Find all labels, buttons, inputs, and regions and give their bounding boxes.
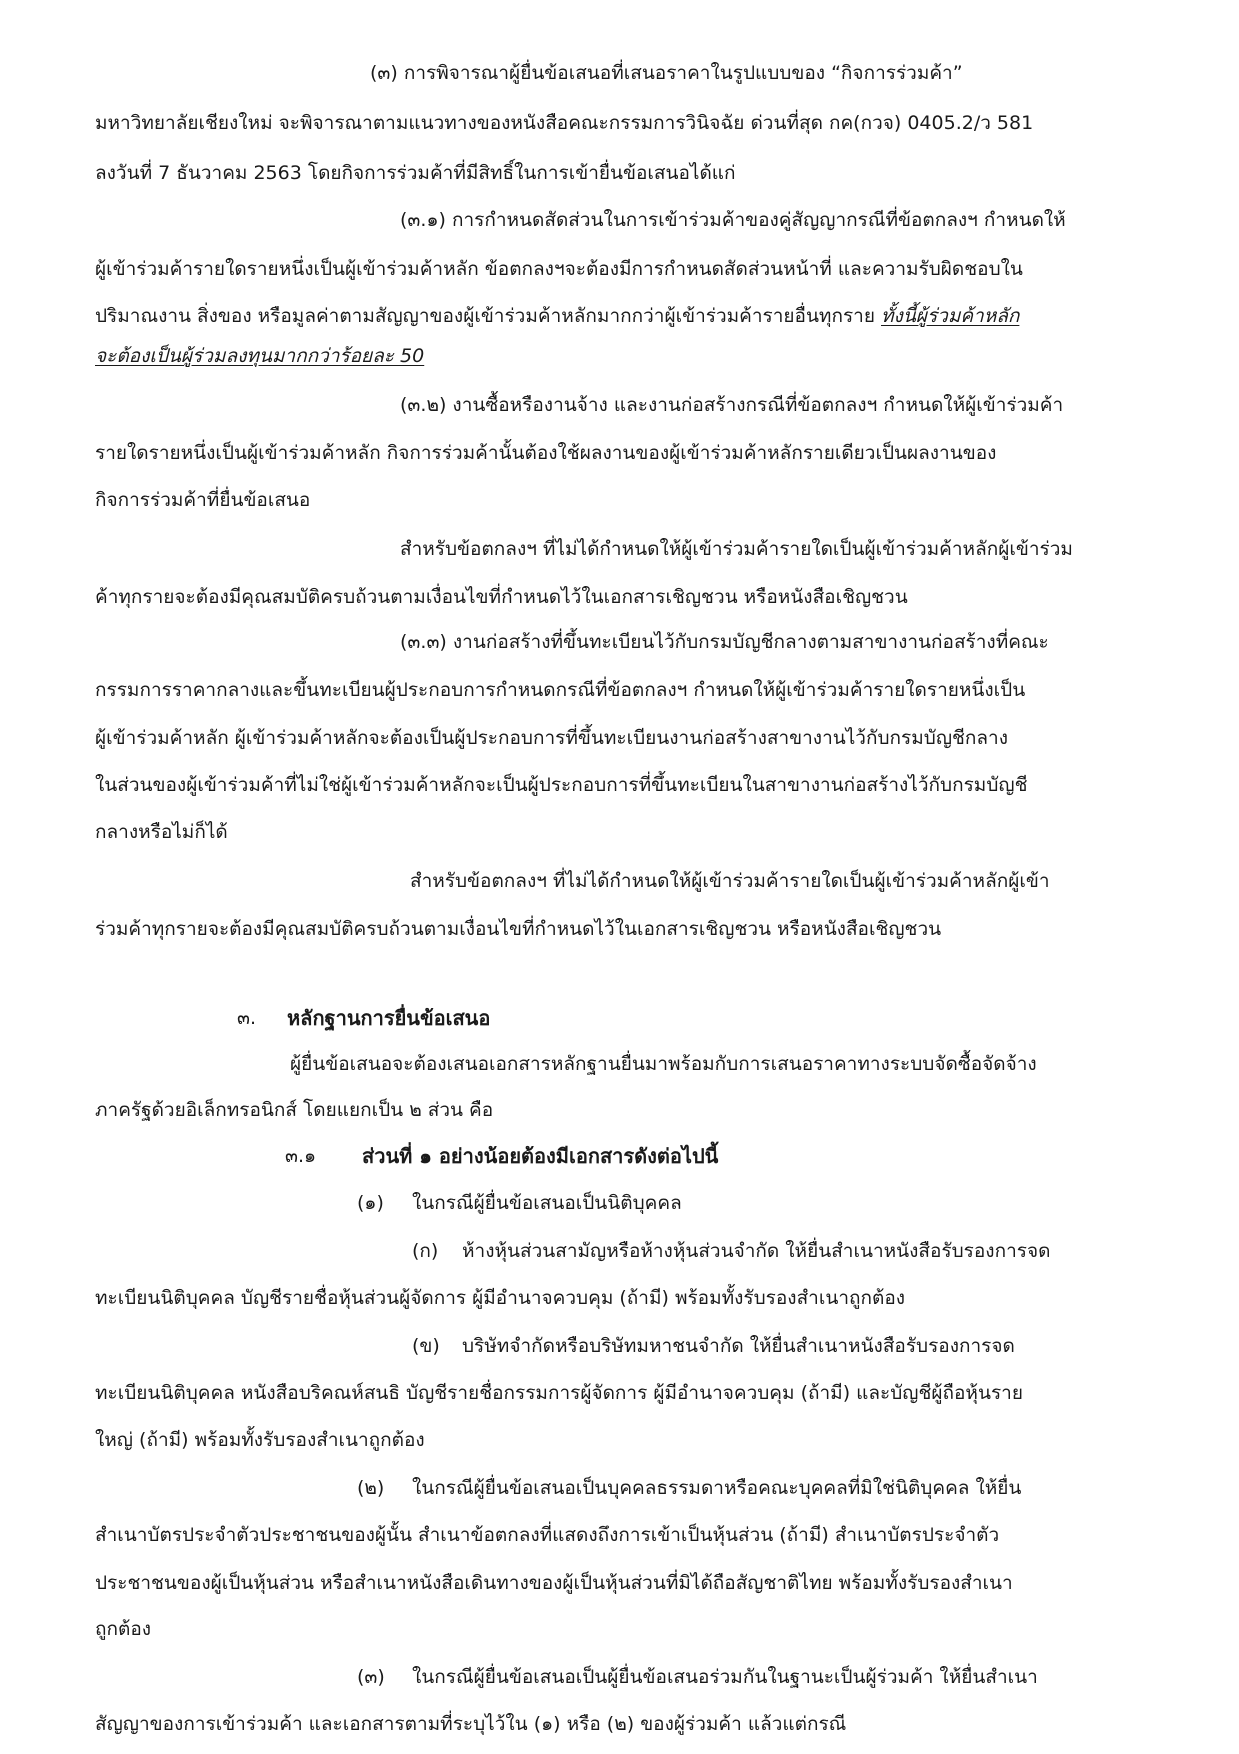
text-line: ประชาชนของผู้เป็นหุ้นส่วน หรือสำเนาหนังสือเดินทางของผู้เป็นหุ้นส่วนที่มิได้ถือสัญชาติไทย พร้อมทั้งรับรองสำเนา: [95, 1572, 1013, 1594]
text-line: ถูกต้อง: [95, 1618, 152, 1640]
text-line: สำหรับข้อตกลงฯ ที่ไม่ได้กำหนดให้ผู้เข้าร่วมค้ารายใดเป็นผู้เข้าร่วมค้าหลักผู้เข้า: [410, 870, 1050, 892]
text-line: บริษัทจำกัดหรือบริษัทมหาชนจำกัด ให้ยื่นสำเนาหนังสือรับรองการจด: [462, 1335, 1015, 1357]
text-line: รายใดรายหนึ่งเป็นผู้เข้าร่วมค้าหลัก กิจการร่วมค้านั้นต้องใช้ผลงานของผู้เข้าร่วมค้าหลักรายเดียวเป็นผลงานของ: [95, 442, 997, 464]
text-line: (๓) การพิจารณาผู้ยื่นข้อเสนอที่เสนอราคาในรูปแบบของ “กิจการร่วมค้า”: [370, 62, 963, 84]
text-line: กิจการร่วมค้าที่ยื่นข้อเสนอ: [95, 489, 311, 511]
text-segment: ปริมาณงาน สิ่งของ หรือมูลค่าตามสัญญาของผู้เข้าร่วมค้าหลักมากกว่าผู้เข้าร่วมค้ารายอื่นทุกราย: [95, 305, 882, 327]
text-line: [95, 303, 1019, 329]
item-number: (ข): [412, 1335, 440, 1357]
text-line: ในกรณีผู้ยื่นข้อเสนอเป็นผู้ยื่นข้อเสนอร่วมกันในฐานะเป็นผู้ร่วมค้า ให้ยื่นสำเนา: [412, 1666, 1038, 1688]
text-line: (๓.๑) การกำหนดสัดส่วนในการเข้าร่วมค้าของคู่สัญญากรณีที่ข้อตกลงฯ กำหนดให้: [400, 209, 1066, 231]
text-line: สัญญาของการเข้าร่วมค้า และเอกสารตามที่ระบุไว้ใน (๑) หรือ (๒) ของผู้ร่วมค้า แล้วแต่กรณี: [95, 1713, 847, 1735]
text-line: ห้างหุ้นส่วนสามัญหรือห้างหุ้นส่วนจำกัด ให้ยื่นสำเนาหนังสือรับรองการจด: [462, 1240, 1051, 1262]
text-line: ผู้ยื่นข้อเสนอจะต้องเสนอเอกสารหลักฐานยื่นมาพร้อมกับการเสนอราคาทางระบบจัดซื้อจัดจ้าง: [290, 1053, 1037, 1075]
text-line: ในส่วนของผู้เข้าร่วมค้าที่ไม่ใช่ผู้เข้าร่วมค้าหลักจะเป็นผู้ประกอบการที่ขึ้นทะเบียนในสาขางานก่อสร้างไว้กับกรมบัญชี: [95, 774, 1028, 796]
text-line: ผู้เข้าร่วมค้าหลัก ผู้เข้าร่วมค้าหลักจะต้องเป็นผู้ประกอบการที่ขึ้นทะเบียนงานก่อสร้างสาขางานไว้กับกรมบัญชีกลาง: [95, 727, 1008, 749]
text-line: สำหรับข้อตกลงฯ ที่ไม่ได้กำหนดให้ผู้เข้าร่วมค้ารายใดเป็นผู้เข้าร่วมค้าหลักผู้เข้าร่วม: [400, 538, 1073, 560]
section-heading: หลักฐานการยื่นข้อเสนอ: [287, 1006, 491, 1030]
emphasized-text: ทั้งนี้ผู้ร่วมค้าหลัก: [881, 305, 1020, 327]
text-line: ใหญ่ (ถ้ามี) พร้อมทั้งรับรองสำเนาถูกต้อง: [95, 1429, 425, 1451]
text-line: ร่วมค้าทุกรายจะต้องมีคุณสมบัติครบถ้วนตามเงื่อนไขที่กำหนดไว้ในเอกสารเชิญชวน หรือหนังสือเชิญชวน: [95, 918, 942, 940]
text-line: (๓.๒) งานซื้อหรืองานจ้าง และงานก่อสร้างกรณีที่ข้อตกลงฯ กำหนดให้ผู้เข้าร่วมค้า: [400, 394, 1064, 416]
text-line: ผู้เข้าร่วมค้ารายใดรายหนึ่งเป็นผู้เข้าร่วมค้าหลัก ข้อตกลงฯจะต้องมีการกำหนดสัดส่วนหน้าที่ และความรับผิดชอบใน: [95, 258, 1023, 280]
text-line: ในกรณีผู้ยื่นข้อเสนอเป็นนิติบุคคล: [412, 1192, 682, 1214]
text-line: ในกรณีผู้ยื่นข้อเสนอเป็นบุคคลธรรมดาหรือคณะบุคคลที่มิใช่นิติบุคคล ให้ยื่น: [412, 1477, 1022, 1499]
text-line: กรรมการราคากลางและขึ้นทะเบียนผู้ประกอบการกำหนดกรณีที่ข้อตกลงฯ กำหนดให้ผู้เข้าร่วมค้ารายใดรายหนึ่งเป็น: [95, 679, 1026, 701]
emphasized-text-line: จะต้องเป็นผู้ร่วมลงทุนมากกว่าร้อยละ 50: [95, 345, 425, 367]
text-line: ลงวันที่ 7 ธันวาคม 2563 โดยกิจการร่วมค้าที่มีสิทธิ์ในการเข้ายื่นข้อเสนอได้แก่: [95, 162, 736, 184]
text-line: ทะเบียนนิติบุคคล บัญชีรายชื่อหุ้นส่วนผู้จัดการ ผู้มีอำนาจควบคุม (ถ้ามี) พร้อมทั้งรับรองสำเนาถูกต้อง: [95, 1287, 906, 1309]
text-line: ทะเบียนนิติบุคคล หนังสือบริคณห์สนธิ บัญชีรายชื่อกรรมการผู้จัดการ ผู้มีอำนาจควบคุม (ถ้ามี) และบัญชีผู้ถือหุ้นราย: [95, 1382, 1023, 1404]
text-line: สำเนาบัตรประจำตัวประชาชนของผู้นั้น สำเนาข้อตกลงที่แสดงถึงการเข้าเป็นหุ้นส่วน (ถ้ามี) สำเนาบัตรประจำตัว: [95, 1524, 1000, 1546]
item-number: (๑): [357, 1192, 384, 1214]
item-number: (๓): [357, 1666, 385, 1688]
subsection-number: ๓.๑: [285, 1145, 317, 1167]
text-line: มหาวิทยาลัยเชียงใหม่ จะพิจารณาตามแนวทางของหนังสือคณะกรรมการวินิจฉัย ด่วนที่สุด กค(กวจ) 0405.2/ว 581: [95, 112, 1034, 134]
text-line: กลางหรือไม่ก็ได้: [95, 821, 228, 843]
text-line: ภาครัฐด้วยอิเล็กทรอนิกส์ โดยแยกเป็น ๒ ส่วน คือ: [95, 1099, 494, 1121]
subsection-heading: ส่วนที่ ๑ อย่างน้อยต้องมีเอกสารดังต่อไปนี้: [362, 1144, 719, 1168]
section-number: ๓.: [237, 1007, 257, 1029]
item-number: (๒): [357, 1477, 385, 1499]
text-line: (๓.๓) งานก่อสร้างที่ขึ้นทะเบียนไว้กับกรมบัญชีกลางตามสาขางานก่อสร้างที่คณะ: [400, 631, 1049, 653]
item-number: (ก): [412, 1240, 439, 1262]
text-line: ค้าทุกรายจะต้องมีคุณสมบัติครบถ้วนตามเงื่อนไขที่กำหนดไว้ในเอกสารเชิญชวน หรือหนังสือเชิญชวน: [95, 586, 908, 608]
